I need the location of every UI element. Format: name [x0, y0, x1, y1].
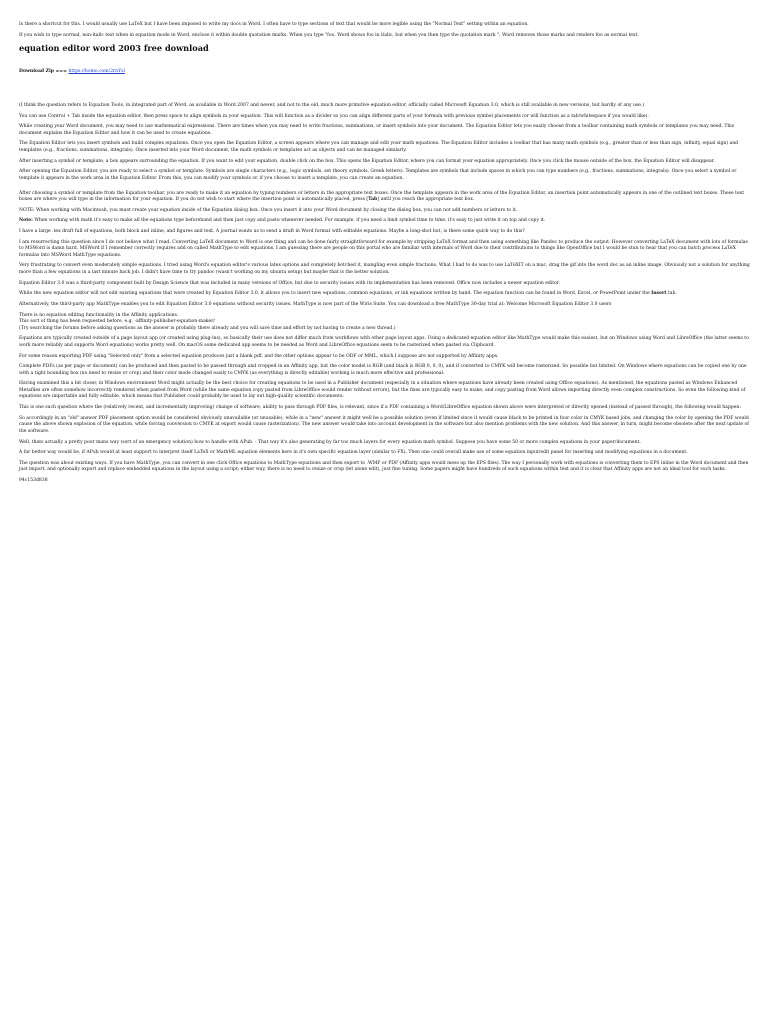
insert-tab-label: Insert: [651, 291, 667, 297]
footer-hash: 94c153d838: [19, 478, 48, 484]
download-link[interactable]: https://bomo.com/2rnYsl: [68, 69, 125, 75]
paragraph-tab-key: After choosing a symbol or template from the Equation toolbar, you are ready to make it an equation by typing numbers or letters in the appropriate text boxes. Once the template appears in the work area of the Equation Editor, an insertion point automatically appears in one of the outlined text boxes. These text boxes are where you will type in the information for your equation. If you do not wish to start where the insertion point is automatically placed, press [Tab] until you reach the appropriate text box.: [19, 190, 745, 202]
paragraph-complete-pdfs: Complete PDFs (as per page or document) can be produced and then pasted to be passed through and cropped in an Affinity app, but the color model is RGB (and black is RGB 0, 0, 0), and if converted to CMYK will become rasterized. So possible but limited. On Windows where equations can be copied one by one with a tight bounding box (no need to resize or crop) and their color mode changed easily to CMYK (as everything is directly editable) working is much more effective and professional.: [19, 364, 747, 376]
paragraph-emergency: Well, thats actually a pretty poor mans way (sort of an emergency solution) how to handle with APub. - That way it's also generating by far too much layers for every equation math symbol. Suppose you have some 50 or more complex equations in your paper/document.: [19, 439, 641, 445]
paragraph-edit-box: After inserting a symbol or template, a box appears surrounding the equation. If you want to edit your equation, double click on the box. This opens the Equation Editor, where you can format your equation appropriately. Once you click the mouse outside of the box, the Equation Editor will disappear.: [19, 158, 715, 164]
paragraph-insert-symbols: The Equation Editor lets you insert symbols and build complex equations. Once you open the Equation Editor, a screen appears where you can manage and edit your math equations. The Equation Editor includes a toolbar that has many math symbols (e.g., greater than or less than sign, infinity, equal sign) and templates (e.g., fractions, summations, integrals). Once inserted into your Word document, the math symbols or templates act as objects and can be managed similarly.: [19, 141, 739, 153]
paragraph-equation-editor-3: Equation Editor 3.0 was a third-party component built by Design Science that was included in many versions of Office, but due to security issues with its implementation has been removed. Office now includes a newer equation editor.: [19, 280, 560, 286]
paragraph-mathtype: Alternatively, the third-party app MathType enables you to edit Equation Editor 3.0 equations without security issues. MathType is now part of the Wiris Suite. You can download a free MathType 30-day trial at: Welcome Microsoft Equation Editor 3.0 users: [19, 302, 612, 307]
paragraph-far-better: A far better way would be, if APub would at least support to interpret itself LaTeX or MathML equation elements here in it's own specific equation layer (similar to FX). Then one could overall make use of some equation input/edit panel for inserting and modifying equations in a document.: [19, 450, 688, 456]
paragraph-existing-ways: The question was about existing ways. If you have MathType, you can convert in one click Office equations to MathType equations and then export to .WMF or PDF (Affinity apps would mess up the EPS files). The way I personally work with equations is converting them to EPS inline in the Word document and then just import, and optionally export and replace embedded equations in the layout using a script; either way, there is no need to resize or crop (let alone edit), just fine tuning. Some papers might have hundreds of such equations within text and it is clear that Affinity apps are not an ideal tool for such tasks.: [19, 460, 749, 473]
paragraph-windows-word: Having examined this a bit closer, in Windows environment Word might actually be the best choice for creating equations to be used in a Publisher document (especially in a situation where equations have already been created using Office equations). As mentioned, the equations pasted as Windows Enhanced Metafiles are often somehow incorrectly rendered when pasted from Word (while the same equation copy pasted from LibreOffice would render without errors), but the fixes are typically easy to make, and copy pasting from Word allows importing directly even complex constructions. So even the following kind of equations are importable and fully editable, which means that Publisher could probably be used to lay out high-quality scientific documents:: [19, 381, 746, 400]
paragraph-layout-apps: Equations are typically created outside of a page layout app (or created using plug-ins), so basically their use does not differ much from workflows with other page layout apps. Using a dedicated equation editor like MathType would make this easiest, but on Windows using Word and LibreOffice (the latter seems to work more reliably and supports Word equations) works pretty well. On macOS some dedicated app seems to be needed as Word and LibreOffice equations seem to be rasterized when pasted via Clipboard.: [19, 336, 749, 348]
affinity-line-2: This sort of thing has been requested before, e.g. -affinity-publisher-equation-maker/: [19, 319, 215, 325]
paragraph-tex-draft: I have a large .tex draft full of equations, both block and inline, and figures and text. A journal wants us to send a draft in Word format with editable equations. Maybe a long-shot but, is there some quick way to do this?: [19, 229, 525, 235]
paragraph-selected-only: For some reason exporting PDF using "Selected only" from a selected equation produces just a blank pdf, and the other options appear to be ODF or MML, which I suppose are not supported by Affinity apps.: [19, 353, 499, 359]
intro-paragraph-2: If you wish to type normal, non-italic text when in equation mode in Word, enclose it within double quotation marks. When you type "foo, Word shows foo in italic, but when you then type the quotation mark ", Word removes those marks and renders foo as normal text.: [19, 32, 639, 38]
paragraph-mac-note: NOTE: When working with Macintosh, you must create your equation inside of the Equation dialog box. Once you insert it into your Word document by closing the dialog box, you can not add numbers or letters to it.: [19, 207, 518, 213]
paragraph-old-answer: So accordingly in an "old" answer PDF placement option would be considered obviously unavailable (or unusable), while in a "new" answer it might well be a possible solution (even if limited since it would cause black to be printed in four color in CMYK based jobs, and changing the color by opening the PDF would cause the above shown explosion of the equation, while forcing conversion to CMYK at export would cause rasterization). The new answer would take into account development in the software but also mention problems with the new solution. And this answer, in turn, might become obsolete after the next update of the software.: [19, 415, 749, 434]
document-content: [19, 22, 750, 489]
page-title: equation editor word 2003 free download: [19, 43, 209, 54]
tab-key-label: Tab: [368, 197, 378, 202]
note-label: Note:: [19, 218, 33, 224]
paragraph-insert-tab: While the new equation editor will not edit existing equations that were created by Equation Editor 3.0, it allows you to insert new equations, common equations, or ink equations written by hand. The equation function can be found in Word, Excel, or PowerPoint under the Insert tab.: [19, 291, 677, 297]
download-label: Download Zip ===: [19, 69, 67, 75]
paragraph-equation-tools: (I think the question refers to Equation Tools, in integrated part of Word, as available in Word 2007 and newer, and not to the old, much more primitive equation editor, officially called Microsoft Equation 3.0, which is still available in new versions, but hardly of any use.): [19, 102, 645, 108]
paragraph-note: Note: When working with math it's easy to make all the equations type beforehand and then just copy and paste whenever needed. For example, if you need a limit symbol time to time, it's easy to just write it on top and copy it.: [19, 218, 546, 224]
paragraph-select-symbol: After opening the Equation Editor, you are ready to select a symbol or template. Symbols are single characters (e.g., logic symbols, set theory symbols, Greek letters). Templates are symbols that include spaces in which you can type numbers (e.g., fractions, summations, integrals). Once you select a symbol or template it appears in the work area in the Equation Editor. From this, you can modify your symbols or, if you choose to insert a template, you can create an equation.: [19, 169, 737, 181]
intro-paragraph-1: Is there a shortcut for this. I would usually use LaTeX but I have been imposed to write my docs in Word. I often have to type sections of text that would be more legible using the "Normal Text" setting within an equation.: [19, 22, 529, 27]
paragraph-pass-through: This is one such question where the (relatively recent, and incrementally improving) change of software, ability to pass through PDF files, is relevant, since if a PDF containing a Word/LibreOffice equation shown above were interpreted or directly opened (instead of passed through), the following would happen:: [19, 405, 741, 411]
paragraph-affinity: [19, 313, 750, 333]
affinity-line-1: There is no equation editing functionality in the Affinity applications.: [19, 312, 179, 318]
paragraph-resurrecting: I am resurrecting this question since I do not believe what I read. Converting LaTeX document to Word is one thing and can be done fairly straightforward for example by stripping LaTeX format and then using something like Pandoc to produce the output. However converting LaTeX document with lots of formulas to MSWord is damn hard. MSWord if I remember correctly requires add on called MathType to edit equations. I am guessing there are people on this portal who are familiar with internals of Word due to their contributions to things like OpenOffice but I would be stun to hear that you can batch process LaTeX formulas into MSWord MathType equations.: [19, 239, 748, 258]
paragraph-frustrating: Very frustrating to convert even moderately simple equations. I tried using Word's equation editor's various latex options and completely botched it, mangling even simple fractions. What I had to do was to use LaTeXIT on a mac, drag the gif into the word doc as an inline image. Obviously not a solution for anything more than a few equations in a last minute hack job. I didn't have time to try pandoc (wasn't working on my ubuntu setup) but maybe that is the better solution.: [19, 263, 750, 275]
download-line: [19, 69, 750, 76]
paragraph-math-expressions: While creating your Word document, you may need to use mathematical expressions. There are times when you may need to write fractions, summations, or insert symbols into your document. The Equation Editor lets you easily choose from a toolbar containing math symbols or templates you may need. This document explains the Equation Editor and how it can be used to create equations.: [19, 124, 735, 136]
paragraph-control-tab: You can use Control + Tab inside the equation editor, then press space to align symbols in your equation. This will function as a divider so you can align different parts of your formula with previous symbol placements (or will function as a tab/whitespace if you would like).: [19, 113, 649, 119]
affinity-line-3: (Try searching the forums before asking questions as the answer is probably there already and you will save time and effort by not having to create a new thread.): [19, 325, 396, 331]
